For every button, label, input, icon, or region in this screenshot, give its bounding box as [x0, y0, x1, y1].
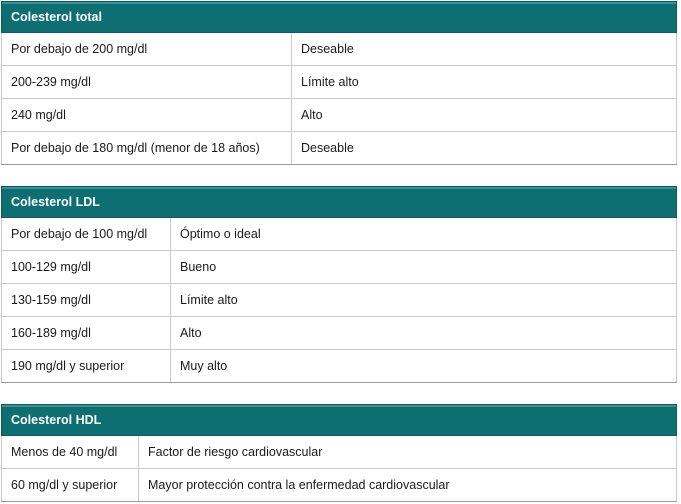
table-row	[2, 132, 677, 165]
table-row	[2, 66, 677, 99]
range-cell: Por debajo de 200 mg/dl	[2, 33, 292, 66]
classification-cell: Mayor protección contra la enfermedad cardiovascular	[139, 469, 677, 502]
table-row	[2, 350, 677, 383]
table-row	[2, 218, 677, 251]
table-row	[2, 469, 677, 502]
classification-cell: Muy alto	[171, 350, 677, 383]
range-cell: Menos de 40 mg/dl	[2, 436, 139, 469]
table-colesterol-ldl	[1, 186, 677, 383]
table-header-row	[2, 2, 677, 33]
range-cell: Por debajo de 180 mg/dl (menor de 18 años)	[2, 132, 292, 165]
range-cell: 160-189 mg/dl	[2, 317, 171, 350]
range-cell: 60 mg/dl y superior	[2, 469, 139, 502]
table-row	[2, 33, 677, 66]
table-row	[2, 251, 677, 284]
section-title: Colesterol LDL	[2, 187, 677, 218]
classification-cell: Óptimo o ideal	[171, 218, 677, 251]
table-row	[2, 99, 677, 132]
classification-cell: Límite alto	[171, 284, 677, 317]
classification-cell: Deseable	[292, 33, 677, 66]
classification-cell: Factor de riesgo cardiovascular	[139, 436, 677, 469]
range-cell: 130-159 mg/dl	[2, 284, 171, 317]
table-row	[2, 284, 677, 317]
range-cell: 200-239 mg/dl	[2, 66, 292, 99]
classification-cell: Límite alto	[292, 66, 677, 99]
classification-cell: Deseable	[292, 132, 677, 165]
table-header-row	[2, 405, 677, 436]
classification-cell: Alto	[292, 99, 677, 132]
classification-cell: Alto	[171, 317, 677, 350]
table-header-row	[2, 187, 677, 218]
table-colesterol-total	[1, 1, 677, 165]
section-title: Colesterol HDL	[2, 405, 677, 436]
range-cell: Por debajo de 100 mg/dl	[2, 218, 171, 251]
classification-cell: Bueno	[171, 251, 677, 284]
table-row	[2, 436, 677, 469]
range-cell: 240 mg/dl	[2, 99, 292, 132]
table-colesterol-hdl	[1, 404, 677, 502]
table-row	[2, 317, 677, 350]
range-cell: 100-129 mg/dl	[2, 251, 171, 284]
section-title: Colesterol total	[2, 2, 677, 33]
range-cell: 190 mg/dl y superior	[2, 350, 171, 383]
